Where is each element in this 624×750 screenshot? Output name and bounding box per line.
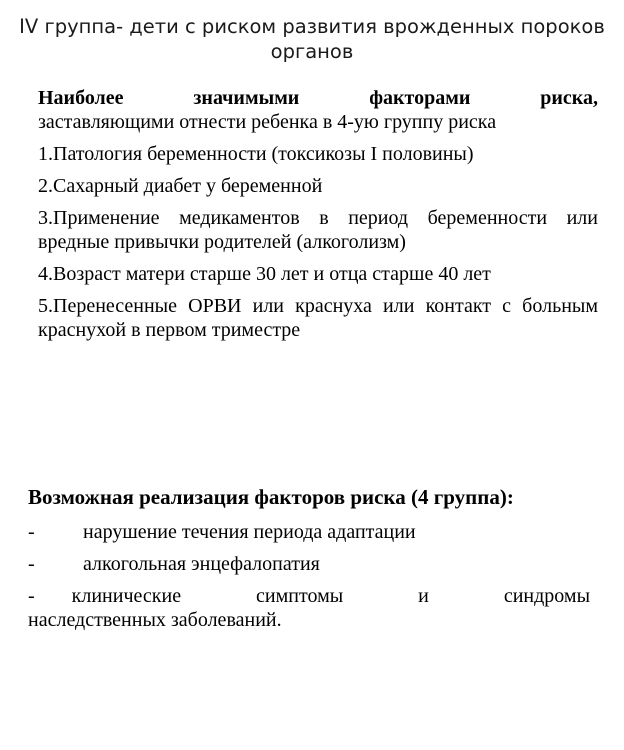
risk-factors-intro-rest: заставляющими отнести ребенка в 4-ую группу риска [38,111,497,133]
implementation-item-3 [28,584,590,632]
implementation-item-2 [28,552,590,576]
implementation-item-3-text-2: наследственных заболеваний. [28,609,282,631]
risk-factors-section [38,86,598,350]
risk-factor-item-2: 2.Сахарный диабет у беременной [38,175,323,197]
list-dash: - [28,521,35,543]
risk-factor-item-1: 1.Патология беременности (токсикозы I половины) [38,143,474,165]
implementation-item-1-text: нарушение течения периода адаптации [83,521,416,543]
risk-factors-intro [38,86,598,134]
implementation-item-2-text: алкогольная энцефалопатия [83,553,320,575]
risk-factor-item-5: 5.Перенесенные ОРВИ или краснуха или контакт с больным краснухой в первом триместре [38,295,598,341]
risk-factors-intro-bold: Наиболее значимыми факторами риска, [38,87,598,109]
risk-factor-item-4: 4.Возраст матери старше 30 лет и отца старше 40 лет [38,263,491,285]
page-title: IV группа- дети с риском развития врожденных пороков органов [19,15,605,63]
implementation-item-3-line1 [28,584,590,608]
implementation-item-3-text-1: клинические симптомы и синдромы [71,585,591,607]
implementation-section [28,484,590,640]
implementation-item-1 [28,520,590,544]
risk-factor-item-3: 3.Применение медикаментов в период беременности или вредные привычки родителей (алкоголизм) [38,207,598,253]
list-dash: - [28,553,35,575]
implementation-heading: Возможная реализация факторов риска (4 группа): [28,485,514,509]
list-dash: - [28,585,35,607]
